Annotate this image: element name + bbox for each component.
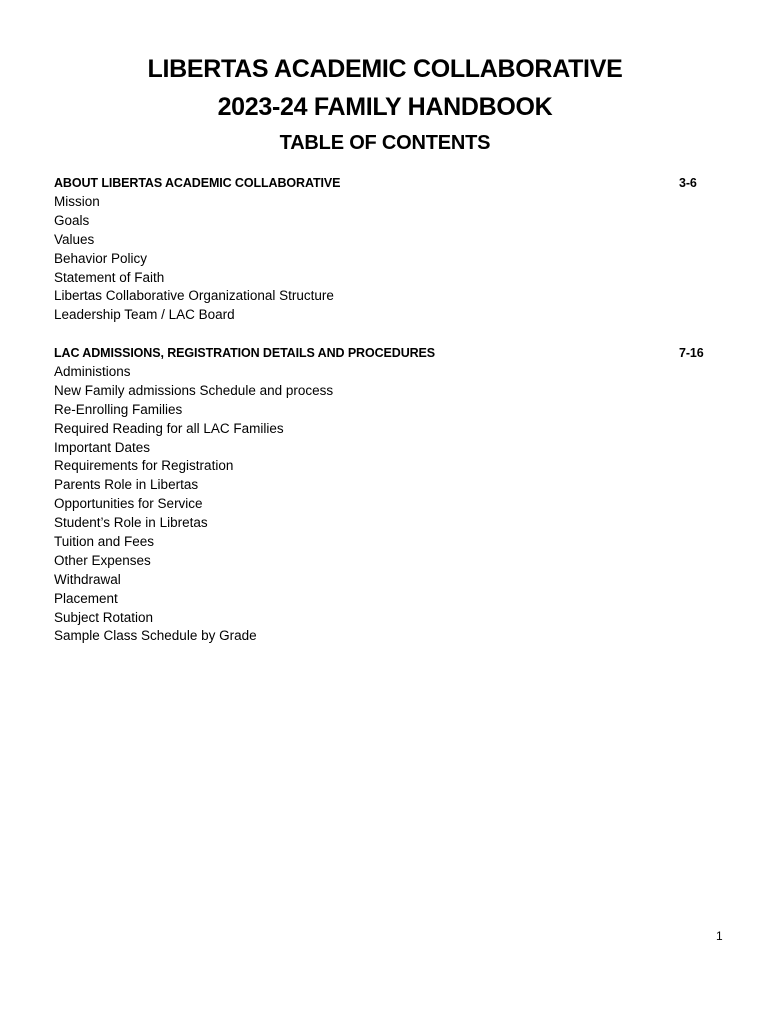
toc-item: Placement: [54, 590, 118, 606]
toc-item: Tuition and Fees: [54, 534, 155, 550]
toc-item: Opportunities for Service: [54, 496, 203, 512]
toc-item: Parents Role in Libertas: [54, 477, 199, 493]
toc-item: Requirements for Registration: [54, 458, 234, 474]
toc-item: Re-Enrolling Families: [54, 401, 183, 417]
toc-item: Goals: [54, 212, 90, 228]
toc-section-header: [54, 344, 714, 363]
page-number: 1: [716, 929, 723, 943]
toc-item: Other Expenses: [54, 552, 151, 568]
toc-section-title: ABOUT LIBERTAS ACADEMIC COLLABORATIVE: [54, 176, 341, 190]
toc-item: Values: [54, 231, 95, 247]
toc-item: Administions: [54, 364, 131, 379]
toc-item: Mission: [54, 194, 100, 209]
toc-item: New Family admissions Schedule and process: [54, 382, 334, 398]
toc-section-pages: 3-6: [679, 176, 697, 190]
toc-section-pages: 7-16: [679, 346, 704, 360]
toc-item: Withdrawal: [54, 571, 121, 587]
toc-section-title: LAC ADMISSIONS, REGISTRATION DETAILS AND PROCEDURES: [54, 346, 436, 360]
toc-section-about: [54, 174, 714, 325]
toc-section-admissions: [54, 344, 714, 646]
toc-heading: TABLE OF CONTENTS: [279, 132, 491, 154]
toc-item: Behavior Policy: [54, 250, 148, 266]
toc-item: Student’s Role in Libretas: [54, 515, 208, 531]
toc-item: Statement of Faith: [54, 269, 165, 285]
toc-item: Sample Class Schedule by Grade: [54, 628, 257, 644]
document-subtitle: 2023-24 FAMILY HANDBOOK: [217, 93, 553, 121]
document-title: LIBERTAS ACADEMIC COLLABORATIVE: [147, 55, 623, 83]
toc-item: Subject Rotation: [54, 609, 154, 625]
document-title-block: [0, 50, 770, 158]
toc-item: Libertas Collaborative Organizational Structure: [54, 288, 334, 304]
toc-item: Important Dates: [54, 439, 151, 455]
toc-section-header: [54, 174, 714, 193]
toc-item: Required Reading for all LAC Families: [54, 420, 284, 436]
toc-item: Leadership Team / LAC Board: [54, 307, 235, 323]
